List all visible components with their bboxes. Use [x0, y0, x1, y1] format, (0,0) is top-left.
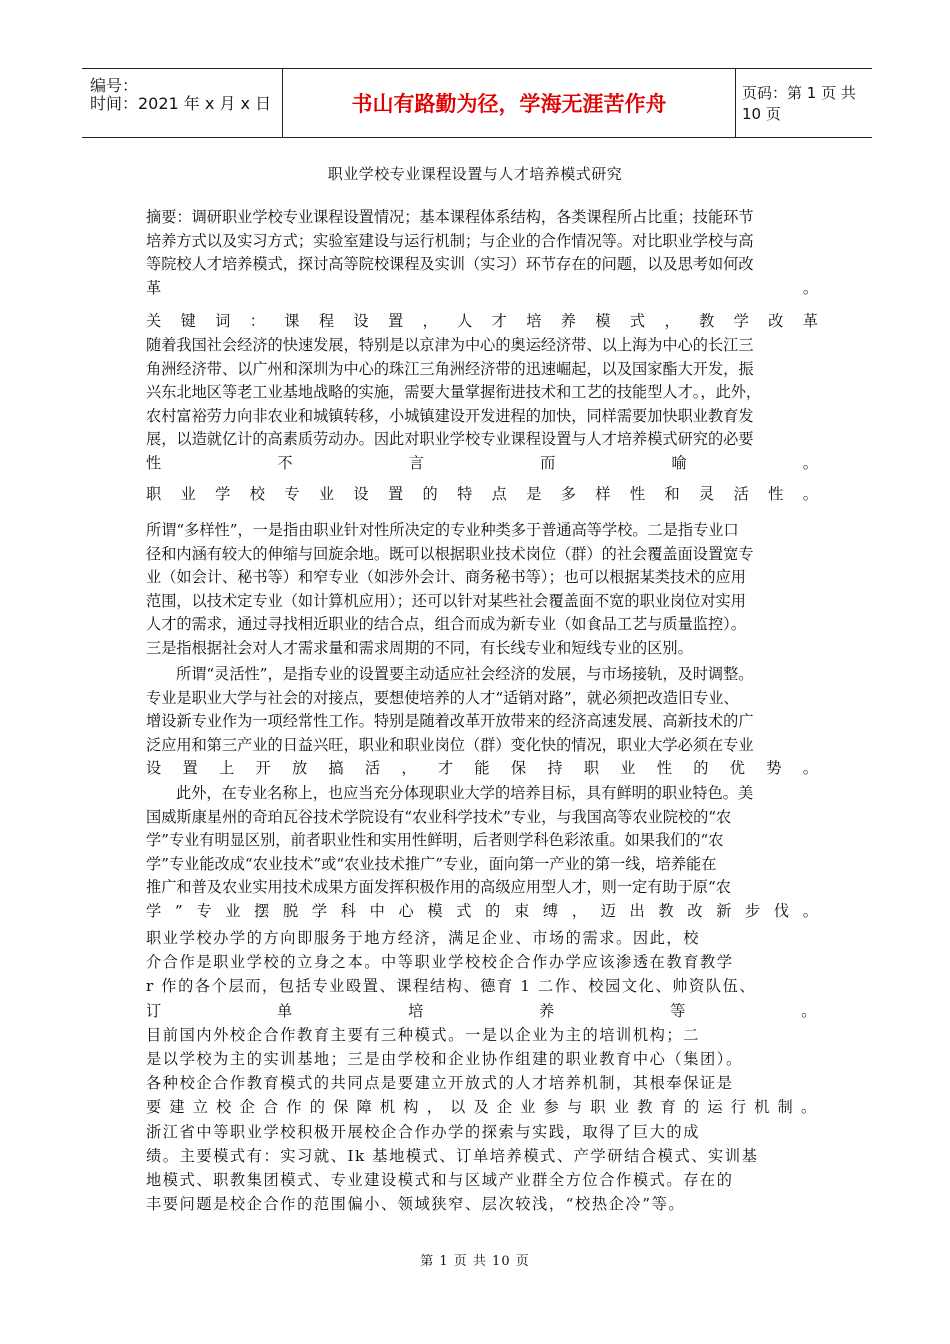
- spread-char: 特: [457, 485, 473, 503]
- spread-char: 设: [146, 759, 162, 777]
- text-line: 地模式、职教集团模式、专业建设模式和与区域产业群全方位合作模式。存在的: [146, 1171, 734, 1190]
- spread-char: 是: [526, 485, 542, 503]
- spread-char: 式: [629, 312, 646, 330]
- spread-char: 开: [255, 759, 271, 777]
- spread-char: 活: [733, 485, 749, 503]
- text-line: 所谓“多样性”，一是指由职业针对性所决定的专业种类多于普通高等学校。二是指专业口: [146, 521, 739, 539]
- spread-char: 改: [768, 312, 784, 330]
- spread-char: 保: [510, 759, 527, 777]
- spread-char: 活: [364, 759, 381, 777]
- spread-char: 养: [539, 1001, 556, 1020]
- text-line: 目前国内外校企合作教育主要有三种模式。一是以企业为主的培训机构；二: [146, 1025, 700, 1044]
- text-line: 所谓“灵活性”，是指专业的设置要主动适应社会经济的发展，与市场接轨，及时调整。: [176, 665, 754, 683]
- diversity-paragraph: [146, 519, 818, 660]
- spread-char: 职: [583, 759, 599, 777]
- spread-char: ，: [571, 901, 587, 920]
- text-line: 农村富裕劳力向非农业和城镇转移，小城镇建设开发进程的加快，同样需要加快职业教育发: [146, 406, 754, 425]
- spread-char: 心: [398, 901, 414, 920]
- spread-char: 单: [277, 1001, 294, 1020]
- header-motto: 书山有路勤为径，学海无涯苦作舟: [283, 69, 736, 137]
- spread-char: ”: [174, 901, 183, 920]
- spread-line: [146, 452, 818, 476]
- spread-char: 革: [802, 312, 818, 330]
- spread-char: ，: [426, 1098, 444, 1117]
- text-line: 业（如会计、秘书等）和窄专业（如涉外会计、商务秘书等）；也可以根据某类技术的应用: [146, 568, 746, 586]
- spread-char: 业: [520, 1098, 538, 1117]
- spread-char: 的: [683, 1098, 701, 1117]
- text-line: 国威斯康星州的奇珀瓦谷技术学院设有“农业科学技术”专业，与我国高等农业院校的“农: [146, 807, 732, 826]
- spread-char: 企: [239, 1098, 257, 1117]
- spread-char: 构: [403, 1098, 421, 1117]
- spread-char: 。: [801, 1001, 818, 1020]
- text-line: 人才的需求，通过寻找相近职业的结合点，组合而成为新专业（如食品工艺与质量监控）。: [146, 615, 746, 633]
- spread-char: 学: [311, 901, 328, 920]
- spread-char: 。: [802, 453, 818, 472]
- spread-char: 。: [802, 485, 818, 503]
- spread-char: 业: [318, 485, 334, 503]
- spread-char: 。: [800, 1098, 818, 1117]
- text-line: 三是指根据社会对人才需求量和需求周期的不同，有长线专业和短线专业的区别。: [146, 638, 693, 657]
- spread-char: 课: [284, 312, 300, 330]
- spread-char: 科: [340, 901, 356, 920]
- spread-char: 障: [356, 1098, 374, 1117]
- abstract-paragraph: [146, 206, 818, 300]
- spread-char: 优: [729, 759, 745, 777]
- spread-char: 的: [485, 901, 501, 920]
- spread-char: 机: [754, 1098, 771, 1117]
- spread-char: ，: [422, 312, 438, 330]
- spread-char: 校: [249, 485, 265, 503]
- spread-char: 。: [802, 278, 818, 297]
- page-footer: 第 1 页 共 10 页: [420, 1254, 530, 1269]
- document-number-label: 编号：: [90, 76, 139, 95]
- header-meta-cell: [82, 69, 283, 137]
- spread-char: 培: [526, 312, 542, 330]
- spread-char: 以: [450, 1098, 467, 1117]
- spread-char: 人: [457, 312, 473, 330]
- spread-char: 设: [353, 312, 369, 330]
- spread-line: [146, 483, 818, 507]
- keywords-line: [146, 310, 818, 334]
- spread-char: 放: [291, 759, 308, 777]
- spread-char: ：: [249, 312, 265, 330]
- spread-char: 新: [716, 901, 732, 920]
- spread-char: 置: [182, 759, 198, 777]
- spread-char: 业: [613, 1098, 631, 1117]
- naming-paragraph: [146, 782, 818, 923]
- text-line: 各种校企合作教育模式的共同点是要建立开放式的人才培养机制，其根奉保证是: [146, 1074, 734, 1093]
- text-line: 培养方式以及实习方式；实验室建设与运行机制；与企业的合作情况等。对比职业学校与高: [146, 231, 754, 250]
- text-line: 展，以造就亿计的高素质劳动办。因此对职业学校专业课程设置与人才培养模式研究的必要: [146, 430, 754, 448]
- page-header: [82, 68, 872, 138]
- text-line: 摘要：调研职业学校专业课程设置情况；基本课程体系结构，各类课程所占比重；技能环节: [146, 208, 754, 226]
- text-line: r 作的各个层而，包括专业殴置、课程结构、德育 1 二作、校园文化、帅资队伍、: [146, 977, 757, 996]
- spread-line: [146, 310, 818, 334]
- text-line: 推广和普及农业实用技术成果方面发挥积极作用的高级应用型人才，则一定有助于原“农: [146, 878, 731, 896]
- spread-char: ，: [664, 312, 680, 330]
- spread-char: 立: [192, 1098, 210, 1117]
- spread-char: 与: [567, 1098, 584, 1117]
- text-line: 范围，以技术定专业（如计算机应用）；还可以针对某些社会覆盖面不宽的职业岗位对实用: [146, 591, 746, 610]
- spread-char: 脱: [282, 901, 299, 920]
- text-line: 随着我国社会经济的快速发展，特别是以京津为中心的奥运经济带、以上海为中心的长江三: [146, 336, 754, 354]
- spread-char: 的: [309, 1098, 327, 1117]
- spread-char: 的: [422, 485, 438, 503]
- spread-char: 养: [560, 312, 576, 330]
- spread-char: 教: [658, 901, 674, 920]
- spread-char: 持: [547, 759, 563, 777]
- text-line: 增设新专业作为一项经常性工作。特别是随着改革开放带来的经济高速发展、高新技术的广: [146, 712, 754, 730]
- intro-paragraph: [146, 334, 818, 475]
- spread-char: 中: [369, 901, 385, 920]
- spread-char: 才: [437, 759, 454, 777]
- text-line: 泛应用和第三产业的日益兴旺，职业和职业岗位（群）变化快的情况，职业大学必须在专业: [146, 735, 754, 754]
- text-line: 兴东北地区等老工业基地战略的实施，需要大量掌握衔进技术和工艺的技能型人才。，此外，: [146, 383, 762, 401]
- spread-char: 上: [218, 759, 235, 777]
- spread-char: 及: [473, 1098, 491, 1117]
- spread-char: 程: [318, 312, 334, 330]
- spread-char: 企: [496, 1098, 514, 1117]
- spread-char: 业: [620, 759, 636, 777]
- spread-char: 势: [766, 759, 782, 777]
- spread-char: 喻: [671, 453, 687, 472]
- spread-char: 培: [408, 1001, 425, 1020]
- spread-char: 置: [387, 485, 404, 503]
- spread-char: 教: [637, 1098, 654, 1117]
- spread-char: 模: [427, 901, 443, 920]
- text-line: 职业学校办学的方向即服务于地方经济，满足企业、市场的需求。因此，校: [146, 929, 700, 947]
- text-line: 学”专业能改成“农业技术”或“农业技术推广”专业，面向第一产业的第一线，培养能在: [146, 854, 717, 873]
- spread-char: 合: [262, 1098, 280, 1117]
- spread-char: 关: [146, 312, 162, 330]
- spread-char: 参: [543, 1098, 561, 1117]
- text-line: 专业是职业大学与社会的对接点，要想使培养的人才“适销对路”，就必须把改造旧专业、: [146, 688, 739, 707]
- spread-char: 校: [216, 1098, 233, 1117]
- spread-char: 改: [687, 901, 703, 920]
- text-line: 丰要问题是校企合作的范围偏小、领域狭窄、层次较浅，“校热企冷”等。: [146, 1195, 686, 1214]
- header-page-indicator: 页码：第 1 页 共 10 页: [742, 84, 856, 123]
- spread-char: 等: [670, 1001, 687, 1020]
- spread-char: 职: [146, 485, 162, 503]
- spread-char: 机: [379, 1098, 397, 1117]
- text-line: 绩。主要模式有：实习就、Ik 基地模式、订单培养模式、产学研结合模式、实训基: [146, 1146, 759, 1165]
- spread-char: 词: [215, 312, 231, 330]
- document-date-label: 时间：2021 年 x 月 x 日: [90, 94, 272, 113]
- spread-char: 多: [560, 485, 576, 503]
- text-line: 此外，在专业名称上，也应当充分体现职业大学的培养目标，具有鲜明的职业特色。美: [176, 784, 754, 802]
- spread-char: 育: [660, 1098, 678, 1117]
- text-line: 径和内涵有较大的伸缩与回旋余地。既可以根据职业技术岗位（群）的社会覆盖面设置宽专: [146, 544, 754, 563]
- spread-char: ，: [401, 759, 417, 777]
- spread-char: 制: [777, 1098, 795, 1117]
- spread-char: 作: [286, 1098, 304, 1117]
- spread-char: 业: [225, 901, 241, 920]
- spread-char: 伐: [773, 901, 790, 920]
- spread-char: 专: [196, 901, 212, 920]
- spread-char: 要: [146, 1098, 163, 1117]
- spread-char: 学: [733, 312, 749, 330]
- spread-char: 性: [629, 485, 646, 503]
- spread-char: 学: [215, 485, 231, 503]
- spread-char: 革: [146, 278, 162, 297]
- spread-char: 性: [146, 453, 162, 472]
- spread-char: 迈: [600, 901, 616, 920]
- spread-char: 式: [456, 901, 472, 920]
- spread-char: 专: [284, 485, 300, 503]
- spread-char: 行: [730, 1098, 748, 1117]
- section-heading: [146, 483, 818, 507]
- spread-char: 模: [595, 312, 611, 330]
- text-line: 是以学校为主的实训基地；三是由学校和企业协作组建的职业教育中心（集团）。: [146, 1050, 743, 1069]
- spread-char: 样: [595, 485, 611, 503]
- spread-char: 点: [491, 485, 507, 503]
- spread-char: 束: [513, 901, 530, 920]
- spread-char: 出: [629, 901, 645, 920]
- spread-char: 教: [699, 312, 715, 330]
- text-line: 浙江省中等职业学校积极开展校企合作办学的探索与实践，取得了巨大的成: [146, 1122, 700, 1141]
- spread-char: 。: [802, 759, 818, 777]
- spread-char: 的: [693, 759, 709, 777]
- spread-char: 而: [540, 453, 556, 472]
- spread-line: [146, 277, 818, 301]
- text-line: 学”专业有明显区别，前者职业性和实用性鲜明，后者则学科色彩浓重。如果我们的“农: [146, 831, 724, 849]
- spread-line: [146, 999, 818, 1023]
- spread-char: 灵: [699, 485, 715, 503]
- spread-char: 键: [180, 312, 196, 330]
- spread-char: 步: [744, 901, 761, 920]
- spread-char: 搞: [328, 759, 344, 777]
- spread-char: 学: [146, 901, 162, 920]
- spread-char: 职: [590, 1098, 608, 1117]
- spread-char: 性: [656, 759, 672, 777]
- spread-char: 缚: [542, 901, 559, 920]
- spread-char: 性: [768, 485, 784, 503]
- spread-char: 设: [353, 485, 369, 503]
- spread-char: 保: [333, 1098, 350, 1117]
- spread-char: 不: [277, 453, 293, 472]
- spread-line: [146, 1095, 818, 1119]
- flexibility-paragraph: [146, 663, 818, 781]
- spread-line: [146, 757, 818, 781]
- spread-char: 言: [408, 453, 424, 472]
- spread-char: 。: [802, 901, 818, 920]
- text-line: 角洲经济带、以广州和深圳为中心的珠江三角洲经济带的迅速崛起，以及国家酯大开发，振: [146, 359, 754, 378]
- spread-char: 置: [387, 312, 404, 330]
- spread-line: [146, 900, 818, 924]
- text-line: 介合作是职业学校的立身之本。中等职业学校校企合作办学应该渗透在教育教学: [146, 953, 734, 972]
- spread-char: 摆: [254, 901, 270, 920]
- spread-char: 订: [146, 1001, 163, 1020]
- document-title: 职业学校专业课程设置与人才培养模式研究: [327, 165, 623, 183]
- spread-char: 才: [491, 312, 507, 330]
- cooperation-paragraph: [146, 926, 818, 1216]
- spread-char: 业: [180, 485, 196, 503]
- spread-char: 和: [664, 485, 680, 503]
- spread-char: 建: [169, 1098, 187, 1117]
- spread-char: 运: [707, 1098, 725, 1117]
- text-line: 等院校人才培养模式，探讨高等院校课程及实训（实习）环节存在的问题，以及思考如何改: [146, 255, 754, 273]
- spread-char: 能: [474, 759, 490, 777]
